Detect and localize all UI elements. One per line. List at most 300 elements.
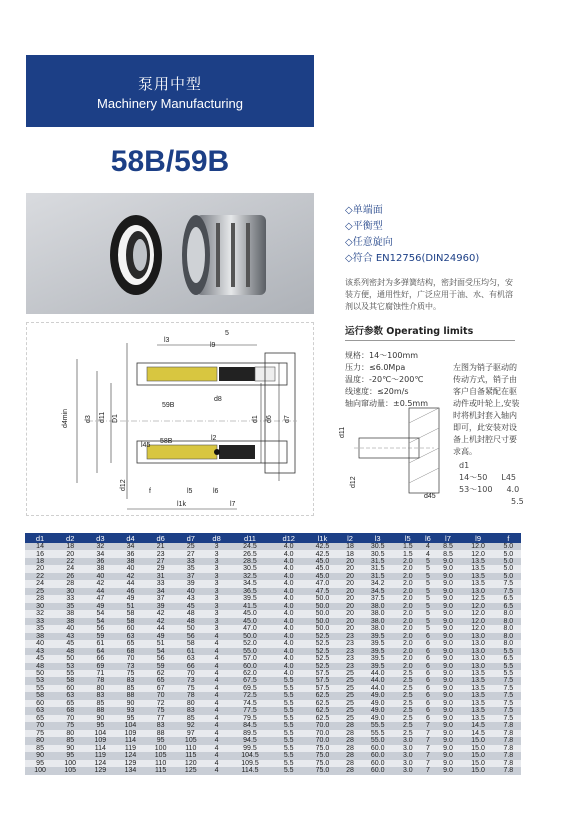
table-cell: 95 <box>146 737 176 744</box>
table-cell: 33 <box>25 618 55 625</box>
column-header: f <box>496 533 521 543</box>
table-cell: 110 <box>146 760 176 767</box>
table-cell: 90 <box>55 745 85 752</box>
table-cell: 27 <box>176 550 206 557</box>
table-cell: 13.5 <box>461 670 496 677</box>
table-cell: 28 <box>55 580 85 587</box>
table-cell: 9.0 <box>435 685 460 692</box>
table-cell: 28.5 <box>227 558 272 565</box>
table-cell: 2.0 <box>395 640 420 647</box>
table-cell: 59 <box>85 633 115 640</box>
table-cell: 88 <box>85 707 115 714</box>
table-cell: 6 <box>420 648 435 655</box>
table-cell: 3.0 <box>395 752 420 759</box>
table-cell: 53 <box>55 663 85 670</box>
table-cell: 70.0 <box>305 730 340 737</box>
table-cell: 22 <box>25 573 55 580</box>
table-cell: 85 <box>55 737 85 744</box>
table-cell: 55.0 <box>360 737 395 744</box>
table-cell: 34.5 <box>360 588 395 595</box>
table-cell: 3.0 <box>395 760 420 767</box>
dim-d6: d6 <box>266 415 273 423</box>
table-cell: 13.0 <box>461 663 496 670</box>
table-cell: 114.5 <box>227 767 272 774</box>
table-cell: 5 <box>420 610 435 617</box>
table-cell: 109.5 <box>227 760 272 767</box>
table-cell: 50 <box>176 625 206 632</box>
table-cell: 4 <box>206 633 228 640</box>
table-cell: 39.5 <box>360 663 395 670</box>
table-cell: 71 <box>85 670 115 677</box>
table-cell: 8.5 <box>435 543 460 550</box>
table-cell: 40 <box>85 573 115 580</box>
table-cell: 8.0 <box>496 618 521 625</box>
table-cell: 4.0 <box>273 640 305 647</box>
table-cell: 20 <box>340 603 360 610</box>
table-cell: 9.0 <box>435 737 460 744</box>
table-cell: 8.0 <box>496 610 521 617</box>
table-cell: 60.0 <box>360 745 395 752</box>
table-cell: 9.0 <box>435 670 460 677</box>
section-drawing <box>26 322 314 516</box>
table-row <box>25 730 521 737</box>
table-cell: 3 <box>206 550 228 557</box>
table-cell: 49.0 <box>360 700 395 707</box>
table-cell: 104 <box>115 722 145 729</box>
table-cell: 83 <box>85 692 115 699</box>
column-header: d1 <box>25 533 55 543</box>
table-cell: 2.0 <box>395 588 420 595</box>
table-cell: 21 <box>146 543 176 550</box>
table-row <box>25 588 521 595</box>
table-cell: 15.0 <box>461 767 496 774</box>
operating-limits <box>345 350 428 410</box>
table-cell: 4 <box>206 677 228 684</box>
op-item: 规格：14～100mm <box>345 351 419 360</box>
table-cell: 124 <box>85 760 115 767</box>
table-cell: 13.5 <box>461 558 496 565</box>
table-cell: 75.0 <box>305 752 340 759</box>
table-cell: 13.5 <box>461 573 496 580</box>
table-cell: 2.0 <box>395 603 420 610</box>
table-cell: 7.8 <box>496 745 521 752</box>
table-cell: 5 <box>420 580 435 587</box>
table-cell: 4 <box>420 543 435 550</box>
table-cell: 42 <box>115 573 145 580</box>
table-cell: 77.5 <box>227 707 272 714</box>
table-cell: 3 <box>206 580 228 587</box>
table-cell: 124 <box>115 752 145 759</box>
dim-l1k: l1k <box>177 501 186 508</box>
table-cell: 24 <box>25 580 55 587</box>
table-cell: 38 <box>25 633 55 640</box>
table-cell: 36.5 <box>227 588 272 595</box>
table-cell: 12.0 <box>461 618 496 625</box>
table-cell: 88 <box>146 730 176 737</box>
table-body <box>25 543 521 775</box>
table-cell: 68 <box>115 648 145 655</box>
table-cell: 35 <box>55 603 85 610</box>
table-cell: 37.5 <box>360 595 395 602</box>
table-cell: 1.5 <box>395 550 420 557</box>
table-cell: 14 <box>25 543 55 550</box>
table-cell: 52.5 <box>305 663 340 670</box>
table-cell: 16 <box>25 550 55 557</box>
table-cell: 44.0 <box>360 677 395 684</box>
table-cell: 9.0 <box>435 730 460 737</box>
column-header: d8 <box>206 533 228 543</box>
table-cell: 125 <box>176 767 206 774</box>
table-row <box>25 640 521 647</box>
table-row <box>25 610 521 617</box>
table-cell: 9.0 <box>435 618 460 625</box>
table-cell: 13.5 <box>461 692 496 699</box>
table-cell: 90 <box>115 700 145 707</box>
table-cell: 42 <box>146 610 176 617</box>
table-cell: 52.5 <box>305 640 340 647</box>
table-cell: 52.5 <box>305 655 340 662</box>
table-cell: 89.5 <box>227 730 272 737</box>
table-cell: 20 <box>340 565 360 572</box>
table-row <box>25 685 521 692</box>
table-cell: 2.5 <box>395 677 420 684</box>
column-header: l2 <box>340 533 360 543</box>
table-cell: 2.0 <box>395 595 420 602</box>
table-cell: 75 <box>176 685 206 692</box>
table-cell: 3 <box>206 610 228 617</box>
table-cell: 25 <box>340 692 360 699</box>
table-cell: 2.5 <box>395 670 420 677</box>
dim-d7: d7 <box>284 415 291 423</box>
table-cell: 20 <box>340 618 360 625</box>
table-cell: 49.0 <box>360 715 395 722</box>
dim-D1: D1 <box>112 414 119 423</box>
table-cell: 40 <box>115 565 145 572</box>
table-cell: 5.5 <box>273 745 305 752</box>
table-cell: 24.5 <box>227 543 272 550</box>
table-cell: 72.5 <box>227 692 272 699</box>
table-cell: 4.0 <box>273 565 305 572</box>
table-cell: 74.5 <box>227 700 272 707</box>
table-cell: 30.5 <box>227 565 272 572</box>
table-row <box>25 670 521 677</box>
op-item: 压力：≤6.0Mpa <box>345 363 406 372</box>
operating-limits-title: 运行参数 Operating limits <box>345 323 515 341</box>
table-cell: 9.0 <box>435 565 460 572</box>
table-cell: 105 <box>55 767 85 774</box>
table-cell: 6 <box>420 640 435 647</box>
table-cell: 13.5 <box>461 685 496 692</box>
table-cell: 75 <box>146 707 176 714</box>
table-cell: 44 <box>146 625 176 632</box>
table-cell: 4.0 <box>273 655 305 662</box>
table-cell: 8.0 <box>496 640 521 647</box>
table-row <box>25 625 521 632</box>
table-cell: 15.0 <box>461 745 496 752</box>
table-cell: 15.0 <box>461 752 496 759</box>
table-cell: 114 <box>85 745 115 752</box>
table-cell: 119 <box>85 752 115 759</box>
table-cell: 6 <box>420 692 435 699</box>
table-cell: 60.0 <box>360 767 395 774</box>
column-header: d12 <box>273 533 305 543</box>
d1-range <box>459 496 497 508</box>
table-cell: 4.0 <box>273 603 305 610</box>
table-cell: 14.5 <box>461 722 496 729</box>
table-cell: 12.0 <box>461 603 496 610</box>
table-cell: 31.5 <box>360 565 395 572</box>
table-cell: 53 <box>25 677 55 684</box>
table-cell: 57.5 <box>305 670 340 677</box>
column-header: d4 <box>115 533 145 543</box>
table-cell: 65 <box>146 677 176 684</box>
table-cell: 5.5 <box>273 692 305 699</box>
table-cell: 45 <box>25 655 55 662</box>
table-cell: 4.0 <box>273 543 305 550</box>
table-cell: 5 <box>420 588 435 595</box>
table-cell: 60 <box>25 700 55 707</box>
table-cell: 12.0 <box>461 543 496 550</box>
shaft-d12: d12 <box>350 476 357 488</box>
header-banner <box>26 55 314 127</box>
table-cell: 80 <box>176 700 206 707</box>
table-cell: 32 <box>25 610 55 617</box>
dim-l6: l6 <box>213 488 219 495</box>
table-cell: 5.0 <box>496 543 521 550</box>
table-cell: 38 <box>85 565 115 572</box>
table-row <box>25 700 521 707</box>
table-cell: 7.8 <box>496 760 521 767</box>
table-cell: 2.5 <box>395 692 420 699</box>
table-cell: 29 <box>146 565 176 572</box>
table-cell: 48 <box>55 648 85 655</box>
table-cell: 65 <box>25 715 55 722</box>
table-row <box>25 618 521 625</box>
table-cell: 5.5 <box>273 700 305 707</box>
table-cell: 5.5 <box>273 677 305 684</box>
table-cell: 5.0 <box>496 550 521 557</box>
table-cell: 9.0 <box>435 760 460 767</box>
table-cell: 3 <box>206 573 228 580</box>
table-row <box>25 558 521 565</box>
table-cell: 4 <box>206 707 228 714</box>
table-cell: 4.0 <box>273 618 305 625</box>
table-cell: 78 <box>176 692 206 699</box>
table-cell: 78 <box>85 677 115 684</box>
table-row <box>25 633 521 640</box>
table-cell: 9.0 <box>435 715 460 722</box>
table-cell: 28 <box>340 760 360 767</box>
table-cell: 48 <box>176 618 206 625</box>
table-cell: 70 <box>146 692 176 699</box>
table-cell: 38 <box>115 558 145 565</box>
table-cell: 20 <box>340 573 360 580</box>
table-cell: 4 <box>206 663 228 670</box>
table-cell: 49.0 <box>360 707 395 714</box>
table-cell: 4.0 <box>273 633 305 640</box>
feature-item: ◇任意旋向 <box>345 237 393 248</box>
table-cell: 7.8 <box>496 737 521 744</box>
table-cell: 35 <box>176 565 206 572</box>
table-row <box>25 767 521 774</box>
table-cell: 9.0 <box>435 558 460 565</box>
label-59b: 59B <box>162 402 175 409</box>
table-cell: 34 <box>85 550 115 557</box>
table-cell: 100 <box>25 767 55 774</box>
table-cell: 45.0 <box>227 618 272 625</box>
seal-photo <box>26 193 314 314</box>
table-cell: 7.5 <box>496 692 521 699</box>
table-cell: 33 <box>176 558 206 565</box>
table-cell: 104.5 <box>227 752 272 759</box>
table-cell: 26.5 <box>227 550 272 557</box>
table-cell: 14.5 <box>461 730 496 737</box>
table-cell: 4 <box>206 715 228 722</box>
table-cell: 65 <box>115 640 145 647</box>
table-cell: 97 <box>176 730 206 737</box>
table-cell: 62.5 <box>305 700 340 707</box>
op-item: 线速度：≤20m/s <box>345 387 409 396</box>
table-cell: 49.0 <box>360 692 395 699</box>
table-cell: 99.5 <box>227 745 272 752</box>
table-cell: 26 <box>55 573 85 580</box>
table-cell: 105 <box>146 752 176 759</box>
table-cell: 52.0 <box>227 640 272 647</box>
table-cell: 42.5 <box>305 543 340 550</box>
table-cell: 7.5 <box>496 715 521 722</box>
table-cell: 75.0 <box>305 745 340 752</box>
table-cell: 42 <box>85 580 115 587</box>
table-cell: 100 <box>146 745 176 752</box>
table-cell: 120 <box>176 760 206 767</box>
table-cell: 3 <box>206 588 228 595</box>
table-cell: 12.0 <box>461 625 496 632</box>
table-cell: 20 <box>340 595 360 602</box>
column-header: l7 <box>435 533 460 543</box>
table-cell: 8.0 <box>496 633 521 640</box>
table-cell: 9.0 <box>435 648 460 655</box>
table-cell: 15.0 <box>461 737 496 744</box>
table-cell: 6.5 <box>496 595 521 602</box>
table-cell: 4.0 <box>273 558 305 565</box>
table-cell: 28 <box>340 752 360 759</box>
table-row <box>25 550 521 557</box>
table-cell: 9.0 <box>435 603 460 610</box>
table-cell: 2.0 <box>395 633 420 640</box>
table-cell: 50.0 <box>305 625 340 632</box>
table-cell: 9.0 <box>435 580 460 587</box>
table-cell: 58 <box>176 640 206 647</box>
table-cell: 13.5 <box>461 565 496 572</box>
table-cell: 2.5 <box>395 722 420 729</box>
table-cell: 39 <box>146 603 176 610</box>
dim-l2: l2 <box>211 435 217 442</box>
table-cell: 73 <box>176 677 206 684</box>
table-cell: 47.0 <box>227 625 272 632</box>
table-cell: 9.0 <box>435 692 460 699</box>
table-cell: 66 <box>176 663 206 670</box>
table-cell: 6 <box>420 677 435 684</box>
title-en: Machinery Manufacturing <box>97 96 243 111</box>
table-cell: 9.0 <box>435 610 460 617</box>
table-cell: 18 <box>25 558 55 565</box>
table-cell: 33 <box>55 595 85 602</box>
feature-list <box>345 203 545 267</box>
table-row <box>25 752 521 759</box>
table-cell: 50.0 <box>305 595 340 602</box>
table-cell: 38.0 <box>360 603 395 610</box>
dim-d8: d8 <box>214 396 222 403</box>
table-cell: 2.0 <box>395 565 420 572</box>
table-cell: 2.0 <box>395 610 420 617</box>
table-cell: 7 <box>420 760 435 767</box>
table-cell: 70 <box>55 715 85 722</box>
table-cell: 62.5 <box>305 707 340 714</box>
table-cell: 28 <box>340 737 360 744</box>
table-cell: 92 <box>176 722 206 729</box>
table-cell: 13.0 <box>461 648 496 655</box>
table-cell: 6.5 <box>496 655 521 662</box>
table-cell: 61 <box>176 648 206 655</box>
table-header-row <box>25 533 521 543</box>
table-cell: 54 <box>85 610 115 617</box>
table-cell: 134 <box>115 767 145 774</box>
table-cell: 93 <box>115 707 145 714</box>
table-cell: 64 <box>85 648 115 655</box>
table-cell: 67 <box>146 685 176 692</box>
table-cell: 58 <box>115 618 145 625</box>
table-cell: 129 <box>115 760 145 767</box>
table-cell: 2.5 <box>395 707 420 714</box>
table-cell: 56 <box>85 625 115 632</box>
table-cell: 13.5 <box>461 715 496 722</box>
table-cell: 129 <box>85 767 115 774</box>
table-cell: 1.5 <box>395 543 420 550</box>
table-cell: 28 <box>340 730 360 737</box>
table-cell: 43 <box>25 648 55 655</box>
table-cell: 41.5 <box>227 603 272 610</box>
table-cell: 30.5 <box>360 543 395 550</box>
d1-row <box>459 472 524 484</box>
table-cell: 6 <box>420 707 435 714</box>
table-cell: 5.5 <box>496 648 521 655</box>
table-cell: 109 <box>115 730 145 737</box>
table-cell: 25 <box>340 670 360 677</box>
table-cell: 95 <box>55 752 85 759</box>
table-cell: 7 <box>420 722 435 729</box>
table-cell: 25 <box>340 677 360 684</box>
table-cell: 5.5 <box>273 737 305 744</box>
table-cell: 50 <box>55 655 85 662</box>
table-cell: 100 <box>55 760 85 767</box>
table-cell: 49 <box>85 603 115 610</box>
table-cell: 38.0 <box>360 610 395 617</box>
column-header: l5 <box>395 533 420 543</box>
table-cell: 7 <box>420 767 435 774</box>
table-cell: 6 <box>420 715 435 722</box>
table-cell: 83 <box>115 677 145 684</box>
table-cell: 28 <box>340 722 360 729</box>
table-cell: 13.5 <box>461 700 496 707</box>
dim-d4min: d4min <box>62 408 69 428</box>
column-header: d2 <box>55 533 85 543</box>
table-cell: 70 <box>25 722 55 729</box>
table-cell: 60 <box>55 685 85 692</box>
table-cell: 55.5 <box>360 730 395 737</box>
table-cell: 7.5 <box>496 685 521 692</box>
table-cell: 60.0 <box>227 663 272 670</box>
table-cell: 20 <box>340 625 360 632</box>
